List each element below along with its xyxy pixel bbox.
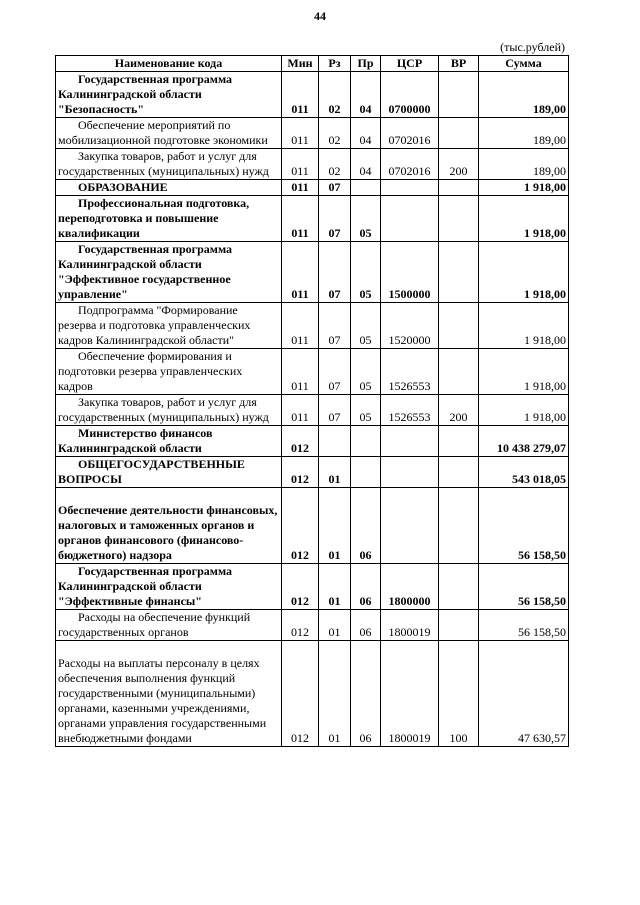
row-label: Профессиональная подготовка, переподготовка и повышение квалификации (58, 196, 250, 240)
row-label: Обеспечение деятельности финансовых, налоговых и таможенных органов и органов финансового (финансово-бюджетного) надзора (58, 503, 278, 562)
sum-cell: 189,00 (479, 72, 569, 118)
budget-table (55, 55, 569, 747)
vr-cell (439, 72, 479, 118)
name-cell (56, 488, 282, 564)
pr-cell: 05 (351, 242, 381, 303)
page-number: 44 (314, 9, 326, 23)
rz-cell: 07 (319, 349, 351, 395)
rz-cell: 07 (319, 395, 351, 426)
table-row (56, 180, 569, 196)
csr-cell (381, 426, 439, 457)
vr-cell: 200 (439, 395, 479, 426)
name-cell (56, 426, 282, 457)
pr-cell: 05 (351, 395, 381, 426)
name-cell (56, 196, 282, 242)
table-row (56, 641, 569, 747)
vr-cell (439, 426, 479, 457)
min-cell: 011 (282, 303, 319, 349)
vr-cell: 200 (439, 149, 479, 180)
pr-cell: 06 (351, 488, 381, 564)
rz-cell: 07 (319, 303, 351, 349)
vr-cell (439, 349, 479, 395)
table-row (56, 488, 569, 564)
name-cell (56, 641, 282, 747)
row-label: Расходы на выплаты персоналу в целях обеспечения выполнения функций государственными (муниципальными) органами, казенными учреждениями, органами управления государственными внебюджетными фондами (58, 656, 267, 745)
min-cell: 011 (282, 180, 319, 196)
vr-cell (439, 488, 479, 564)
pr-cell (351, 180, 381, 196)
name-cell (56, 564, 282, 610)
column-header-rz: Рз (319, 56, 351, 72)
table-row (56, 303, 569, 349)
table-row (56, 564, 569, 610)
pr-cell (351, 426, 381, 457)
column-header-min: Мин (282, 56, 319, 72)
pr-cell: 06 (351, 641, 381, 747)
csr-cell: 1800019 (381, 641, 439, 747)
vr-cell (439, 610, 479, 641)
csr-cell: 1526553 (381, 349, 439, 395)
name-cell (56, 180, 282, 196)
name-cell (56, 610, 282, 641)
table-row (56, 196, 569, 242)
rz-cell: 01 (319, 610, 351, 641)
table-row (56, 118, 569, 149)
sum-cell: 56 158,50 (479, 564, 569, 610)
cell-spacer (58, 641, 279, 656)
vr-cell: 100 (439, 641, 479, 747)
sum-cell: 1 918,00 (479, 395, 569, 426)
row-label: Министерство финансов Калининградской области (58, 426, 213, 455)
row-label: ОБРАЗОВАНИЕ (78, 180, 168, 194)
vr-cell (439, 180, 479, 196)
row-label: ОБЩЕГОСУДАРСТВЕННЫЕ ВОПРОСЫ (58, 457, 245, 486)
csr-cell: 0702016 (381, 149, 439, 180)
sum-cell: 1 918,00 (479, 303, 569, 349)
pr-cell: 05 (351, 303, 381, 349)
table-row (56, 610, 569, 641)
sum-cell: 56 158,50 (479, 610, 569, 641)
rz-cell: 02 (319, 118, 351, 149)
row-label: Подпрограмма "Формирование резерва и подготовка управленческих кадров Калининградской области" (58, 303, 251, 347)
csr-cell (381, 488, 439, 564)
rz-cell (319, 426, 351, 457)
sum-cell: 56 158,50 (479, 488, 569, 564)
csr-cell: 1800000 (381, 564, 439, 610)
name-cell (56, 457, 282, 488)
min-cell: 011 (282, 72, 319, 118)
rz-cell: 02 (319, 149, 351, 180)
row-label: Государственная программа Калининградской области "Эффективные финансы" (58, 564, 233, 608)
row-label: Обеспечение мероприятий по мобилизационной подготовке экономики (58, 118, 268, 147)
row-label: Государственная программа Калининградской области "Эффективное государственное управление" (58, 242, 233, 301)
pr-cell: 05 (351, 349, 381, 395)
sum-cell: 189,00 (479, 118, 569, 149)
csr-cell: 1526553 (381, 395, 439, 426)
sum-cell: 1 918,00 (479, 242, 569, 303)
min-cell: 012 (282, 488, 319, 564)
min-cell: 012 (282, 610, 319, 641)
table-body (56, 72, 569, 747)
table-row (56, 242, 569, 303)
csr-cell (381, 196, 439, 242)
min-cell: 011 (282, 349, 319, 395)
sum-cell: 1 918,00 (479, 349, 569, 395)
min-cell: 011 (282, 395, 319, 426)
min-cell: 012 (282, 426, 319, 457)
csr-cell: 1520000 (381, 303, 439, 349)
csr-cell: 1800019 (381, 610, 439, 641)
sum-cell: 1 918,00 (479, 196, 569, 242)
name-cell (56, 303, 282, 349)
units-label: (тыс.рублей) (500, 40, 565, 54)
min-cell: 012 (282, 641, 319, 747)
name-cell (56, 118, 282, 149)
pr-cell: 04 (351, 149, 381, 180)
rz-cell: 07 (319, 242, 351, 303)
min-cell: 011 (282, 196, 319, 242)
pr-cell: 04 (351, 72, 381, 118)
vr-cell (439, 303, 479, 349)
sum-cell: 10 438 279,07 (479, 426, 569, 457)
pr-cell: 05 (351, 196, 381, 242)
sum-cell: 543 018,05 (479, 457, 569, 488)
csr-cell: 0700000 (381, 72, 439, 118)
min-cell: 011 (282, 242, 319, 303)
rz-cell: 02 (319, 72, 351, 118)
name-cell (56, 72, 282, 118)
table-row (56, 426, 569, 457)
row-label: Государственная программа Калининградской области "Безопасность" (58, 72, 233, 116)
name-cell (56, 242, 282, 303)
name-cell (56, 149, 282, 180)
rz-cell: 01 (319, 564, 351, 610)
column-header-sum: Сумма (479, 56, 569, 72)
sum-cell: 47 630,57 (479, 641, 569, 747)
sum-cell: 189,00 (479, 149, 569, 180)
csr-cell (381, 180, 439, 196)
csr-cell: 1500000 (381, 242, 439, 303)
column-header-pr: Пр (351, 56, 381, 72)
rz-cell: 01 (319, 488, 351, 564)
min-cell: 011 (282, 118, 319, 149)
row-label: Обеспечение формирования и подготовки резерва управленческих кадров (58, 349, 243, 393)
pr-cell: 06 (351, 564, 381, 610)
row-label: Расходы на обеспечение функций государственных органов (58, 610, 251, 639)
table-row (56, 149, 569, 180)
rz-cell: 01 (319, 457, 351, 488)
pr-cell: 04 (351, 118, 381, 149)
column-header-vr: ВР (439, 56, 479, 72)
table-row (56, 395, 569, 426)
sum-cell: 1 918,00 (479, 180, 569, 196)
row-label: Закупка товаров, работ и услуг для государственных (муниципальных) нужд (58, 395, 269, 424)
table-row (56, 72, 569, 118)
pr-cell: 06 (351, 610, 381, 641)
column-header-csr: ЦСР (381, 56, 439, 72)
vr-cell (439, 242, 479, 303)
min-cell: 012 (282, 564, 319, 610)
min-cell: 011 (282, 149, 319, 180)
table-row (56, 457, 569, 488)
row-label: Закупка товаров, работ и услуг для государственных (муниципальных) нужд (58, 149, 269, 178)
rz-cell: 01 (319, 641, 351, 747)
vr-cell (439, 564, 479, 610)
cell-spacer (58, 488, 279, 503)
vr-cell (439, 196, 479, 242)
csr-cell: 0702016 (381, 118, 439, 149)
column-header-name: Наименование кода (56, 56, 282, 72)
vr-cell (439, 118, 479, 149)
csr-cell (381, 457, 439, 488)
vr-cell (439, 457, 479, 488)
name-cell (56, 349, 282, 395)
table-header-row (56, 56, 569, 72)
name-cell (56, 395, 282, 426)
table-row (56, 349, 569, 395)
pr-cell (351, 457, 381, 488)
min-cell: 012 (282, 457, 319, 488)
rz-cell: 07 (319, 180, 351, 196)
rz-cell: 07 (319, 196, 351, 242)
